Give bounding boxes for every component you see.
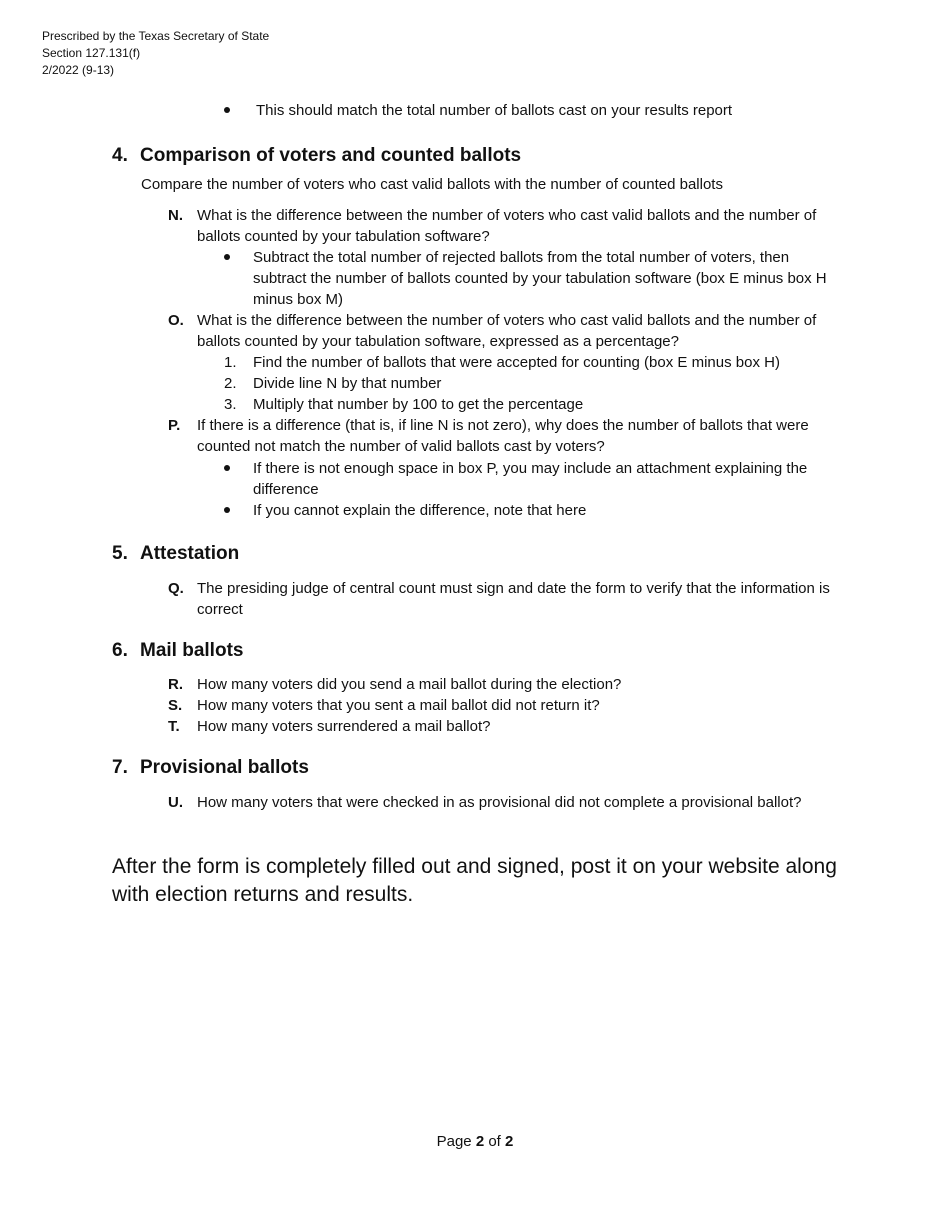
- question-text: What is the difference between the number of voters who cast valid ballots and the number of ballots counted by your tabulation software?: [197, 207, 817, 245]
- question-letter: P.: [168, 417, 181, 434]
- step-text: Multiply that number by 100 to get the percentage: [253, 396, 584, 413]
- question-text: If there is a difference (that is, if line N is not zero), why does the number of ballots that were counted not match the number of valid ballots cast by voters?: [197, 417, 809, 455]
- section-number: 5.: [112, 543, 128, 564]
- question-text: The presiding judge of central count must sign and date the form to verify that the information is correct: [197, 580, 830, 618]
- section-number: 7.: [112, 757, 128, 778]
- current-page: 2: [475, 1133, 485, 1150]
- question-text: What is the difference between the number of voters who cast valid ballots and the number of ballots counted by your tabulation software, expressed as a percentage?: [197, 312, 817, 350]
- section-title: Comparison of voters and counted ballots: [140, 145, 522, 166]
- header-prescribed: Prescribed by the Texas Secretary of State: [42, 29, 270, 43]
- question-r: [168, 674, 858, 695]
- question-o-step-1: [224, 352, 844, 373]
- question-text: How many voters that were checked in as provisional did not complete a provisional ballot?: [197, 794, 802, 811]
- top-bullet: [224, 100, 732, 121]
- question-o-step-3: [224, 394, 844, 415]
- total-pages: 2: [505, 1133, 514, 1150]
- bullet-text: Subtract the total number of rejected ballots from the total number of voters, then subtract the number of ballots counted by your tabulation software (box E minus box H minus box M): [253, 249, 827, 308]
- page-word: Page: [436, 1133, 472, 1150]
- step-number: 3.: [224, 396, 237, 413]
- question-s: [168, 695, 858, 716]
- question-p-bullet-1: [224, 458, 844, 500]
- section-6-heading: [112, 640, 243, 662]
- bullet-icon: [224, 254, 230, 260]
- step-number: 2.: [224, 375, 237, 392]
- question-letter: O.: [168, 312, 184, 329]
- section-4-heading: [112, 145, 521, 167]
- section-number: 4.: [112, 145, 128, 166]
- header-section: Section 127.131(f): [42, 46, 141, 60]
- section-title: Attestation: [140, 543, 240, 564]
- question-p-bullet-2: [224, 500, 844, 521]
- question-letter: R.: [168, 676, 183, 693]
- section-4-intro: Compare the number of voters who cast valid ballots with the number of counted ballots: [141, 176, 723, 193]
- question-n-bullet-1: [224, 247, 844, 310]
- section-title: Mail ballots: [140, 640, 244, 661]
- question-o: [168, 310, 858, 352]
- top-bullet-text: This should match the total number of ballots cast on your results report: [256, 102, 733, 119]
- bullet-text: If there is not enough space in box P, you may include an attachment explaining the difference: [253, 460, 808, 498]
- section-title: Provisional ballots: [140, 757, 309, 778]
- of-word: of: [488, 1133, 501, 1150]
- question-text: How many voters that you sent a mail ballot did not return it?: [197, 697, 600, 714]
- question-letter: N.: [168, 207, 183, 224]
- bullet-text: If you cannot explain the difference, note that here: [253, 502, 587, 519]
- section-5-heading: [112, 543, 239, 565]
- section-number: 6.: [112, 640, 128, 661]
- bullet-icon: [224, 465, 230, 471]
- question-u: [168, 792, 858, 813]
- question-letter: T.: [168, 718, 180, 735]
- question-n: [168, 205, 858, 247]
- question-letter: S.: [168, 697, 183, 714]
- bullet-icon: [224, 507, 230, 513]
- bullet-icon: [224, 107, 230, 113]
- closing-instruction: After the form is completely filled out and signed, post it on your website along with election returns and results.: [112, 855, 837, 906]
- question-text: How many voters surrendered a mail ballot?: [197, 718, 491, 735]
- question-letter: U.: [168, 794, 183, 811]
- question-text: How many voters did you send a mail ballot during the election?: [197, 676, 622, 693]
- question-t: [168, 716, 858, 737]
- step-number: 1.: [224, 354, 237, 371]
- step-text: Find the number of ballots that were accepted for counting (box E minus box H): [253, 354, 780, 371]
- page-footer: [0, 1133, 950, 1150]
- header-revision: 2/2022 (9-13): [42, 63, 115, 77]
- question-o-step-2: [224, 373, 844, 394]
- question-q: [168, 578, 858, 620]
- question-letter: Q.: [168, 580, 184, 597]
- question-p: [168, 415, 858, 457]
- form-header: [42, 28, 269, 79]
- section-7-heading: [112, 757, 309, 779]
- step-text: Divide line N by that number: [253, 375, 442, 392]
